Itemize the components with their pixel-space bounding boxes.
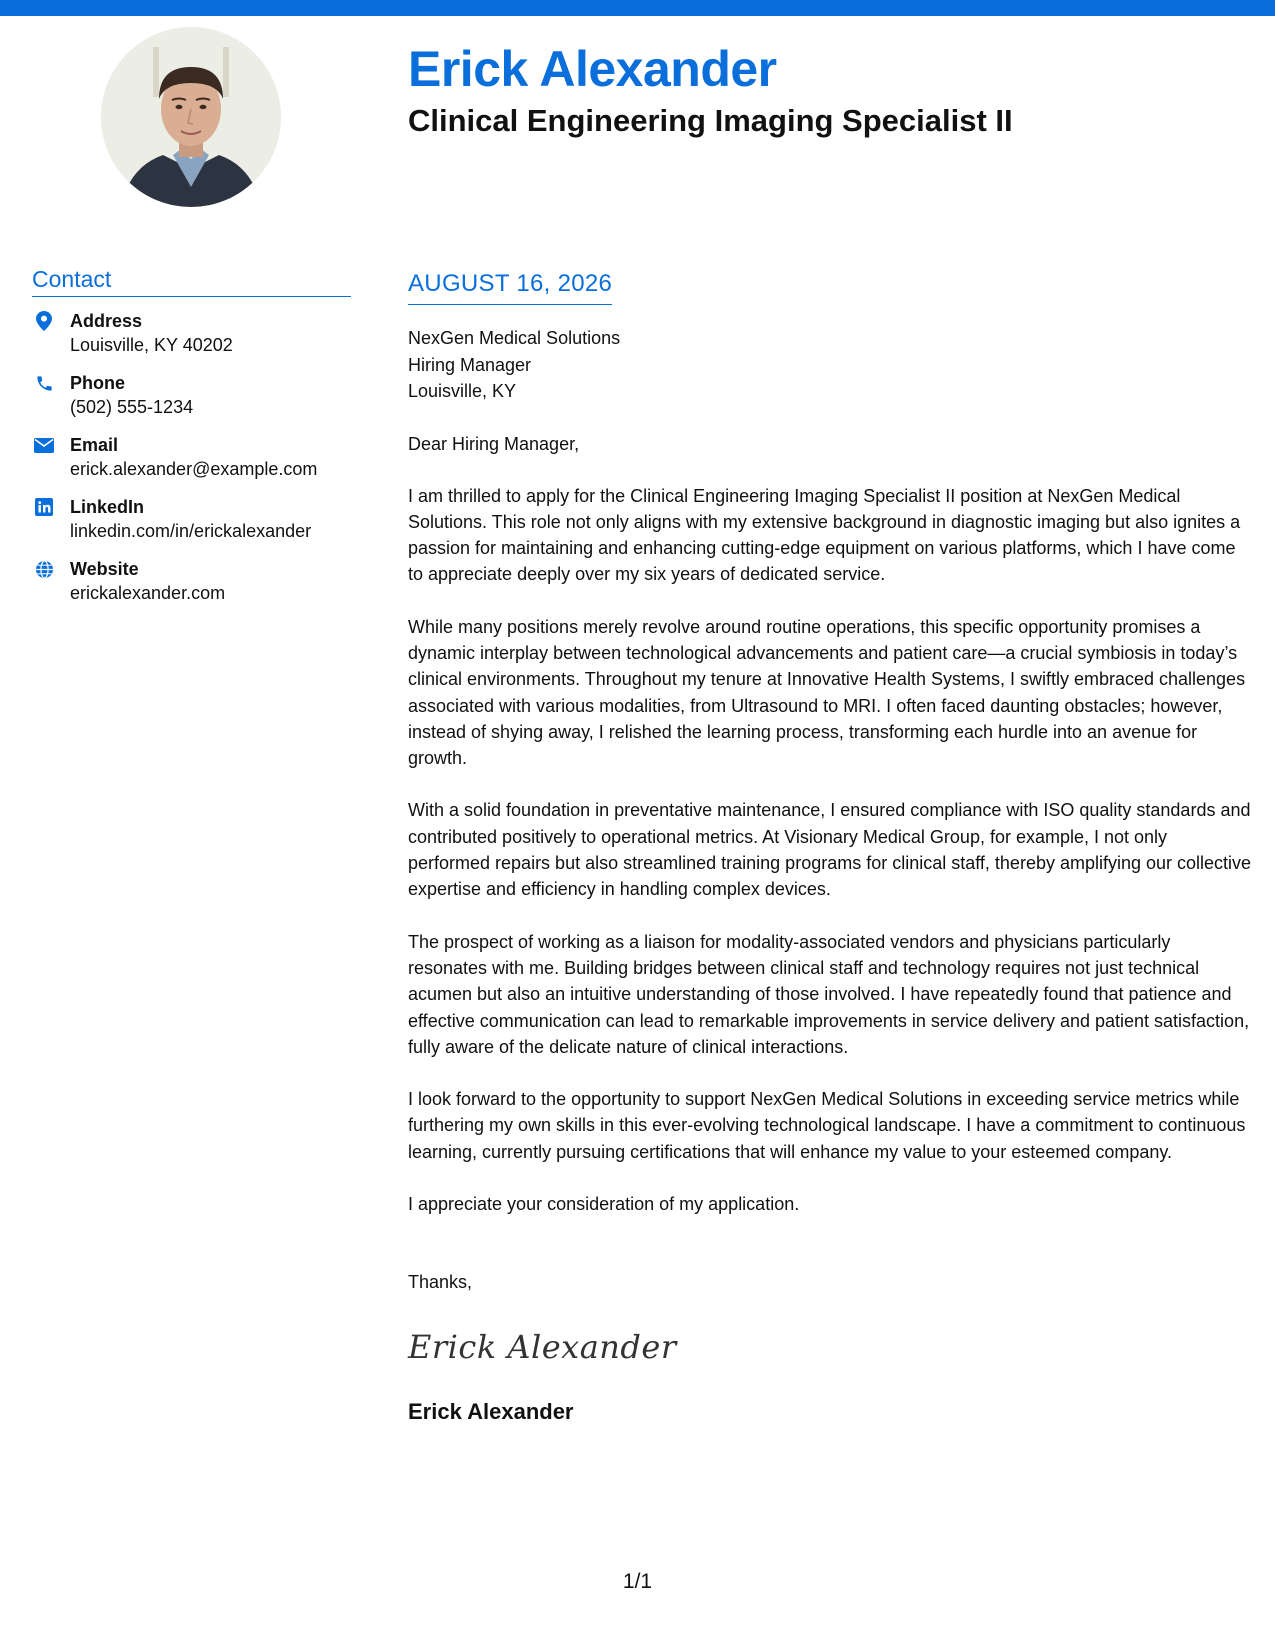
contact-heading: Contact	[32, 266, 351, 297]
recipient-location: Louisville, KY	[408, 381, 517, 401]
signed-name: Erick Alexander	[408, 1399, 574, 1425]
contact-value: Louisville, KY 40202	[70, 335, 233, 355]
profile-photo	[101, 27, 281, 207]
letter-paragraph: I appreciate your consideration of my application.	[408, 1194, 800, 1215]
map-pin-icon	[34, 311, 54, 331]
handwritten-signature	[408, 1323, 1253, 1371]
contact-label: LinkedIn	[70, 497, 145, 517]
contact-label: Address	[70, 311, 143, 331]
contact-item-address	[32, 309, 351, 357]
recipient-role: Hiring Manager	[408, 354, 532, 375]
contact-value: (502) 555-1234	[70, 397, 194, 417]
envelope-icon	[34, 435, 54, 455]
recipient-company: NexGen Medical Solutions	[408, 328, 621, 348]
contact-value: erickalexander.com	[70, 583, 226, 603]
contact-value: erick.alexander@example.com	[70, 459, 318, 479]
page-number: 1/1	[622, 1570, 653, 1593]
contact-label: Website	[70, 559, 139, 579]
contact-item-linkedin	[32, 495, 351, 543]
closing: Thanks,	[408, 1272, 473, 1293]
contact-section	[32, 266, 351, 619]
contact-label: Email	[70, 435, 119, 455]
recipient-block	[408, 325, 1253, 405]
letter-paragraph: While many positions merely revolve around routine operations, this specific opportunity promises a dynamic interplay between technological advancements and patient care—a crucial symbiosis in today’s clinical environments. Throughout my tenure at Innovative Health Systems, I swiftly embraced challenges associated with various modalities, from Ultrasound to MRI. I often faced daunting obstacles; however, instead of shying away, I relished the learning process, transforming each hurdle into an avenue for growth.	[408, 616, 1246, 769]
salutation: Dear Hiring Manager,	[408, 433, 580, 454]
job-title: Clinical Engineering Imaging Specialist II	[408, 103, 1013, 138]
letter-paragraph: The prospect of working as a liaison for modality-associated vendors and physicians particularly resonates with me. Building bridges between clinical staff and technology requires not just technical acumen but also an intuitive understanding of those involved. I have repeatedly found that patience and effective communication can lead to remarkable improvements in service delivery and patient satisfaction, fully aware of the delicate nature of clinical interactions.	[408, 931, 1250, 1057]
letter-paragraph: I am thrilled to apply for the Clinical Engineering Imaging Specialist II position at NexGen Medical Solutions. This role not only aligns with my extensive background in diagnostic imaging but also ignites a passion for maintaining and enhancing cutting-edge equipment on various platforms, which I have come to appreciate deeply over my six years of dedicated service.	[408, 485, 1241, 585]
phone-icon	[34, 373, 54, 393]
applicant-name: Erick Alexander	[408, 41, 777, 97]
globe-icon	[34, 559, 54, 579]
letter-paragraph: With a solid foundation in preventative maintenance, I ensured compliance with ISO quality standards and contributed positively to operational metrics. At Visionary Medical Group, for example, I not only performed repairs but also streamlined training programs for clinical staff, thereby amplifying our collective expertise and efficiency in handling complex devices.	[408, 800, 1252, 900]
contact-value: linkedin.com/in/erickalexander	[70, 521, 312, 541]
letter-body	[408, 270, 1253, 1425]
letter-date: AUGUST 16, 2026	[408, 270, 612, 305]
signature-text: Erick Alexander	[408, 1328, 677, 1367]
contact-item-email	[32, 433, 351, 481]
contact-label: Phone	[70, 373, 126, 393]
letter-paragraph: I look forward to the opportunity to support NexGen Medical Solutions in exceeding service metrics while furthering my own skills in this ever-evolving technological landscape. I have a commitment to continuous learning, currently pursuing certifications that will enhance my value to your esteemed company.	[408, 1089, 1246, 1162]
linkedin-icon	[34, 497, 54, 517]
contact-item-phone	[32, 371, 351, 419]
contact-item-website	[32, 557, 351, 605]
top-accent-bar	[0, 0, 1275, 16]
